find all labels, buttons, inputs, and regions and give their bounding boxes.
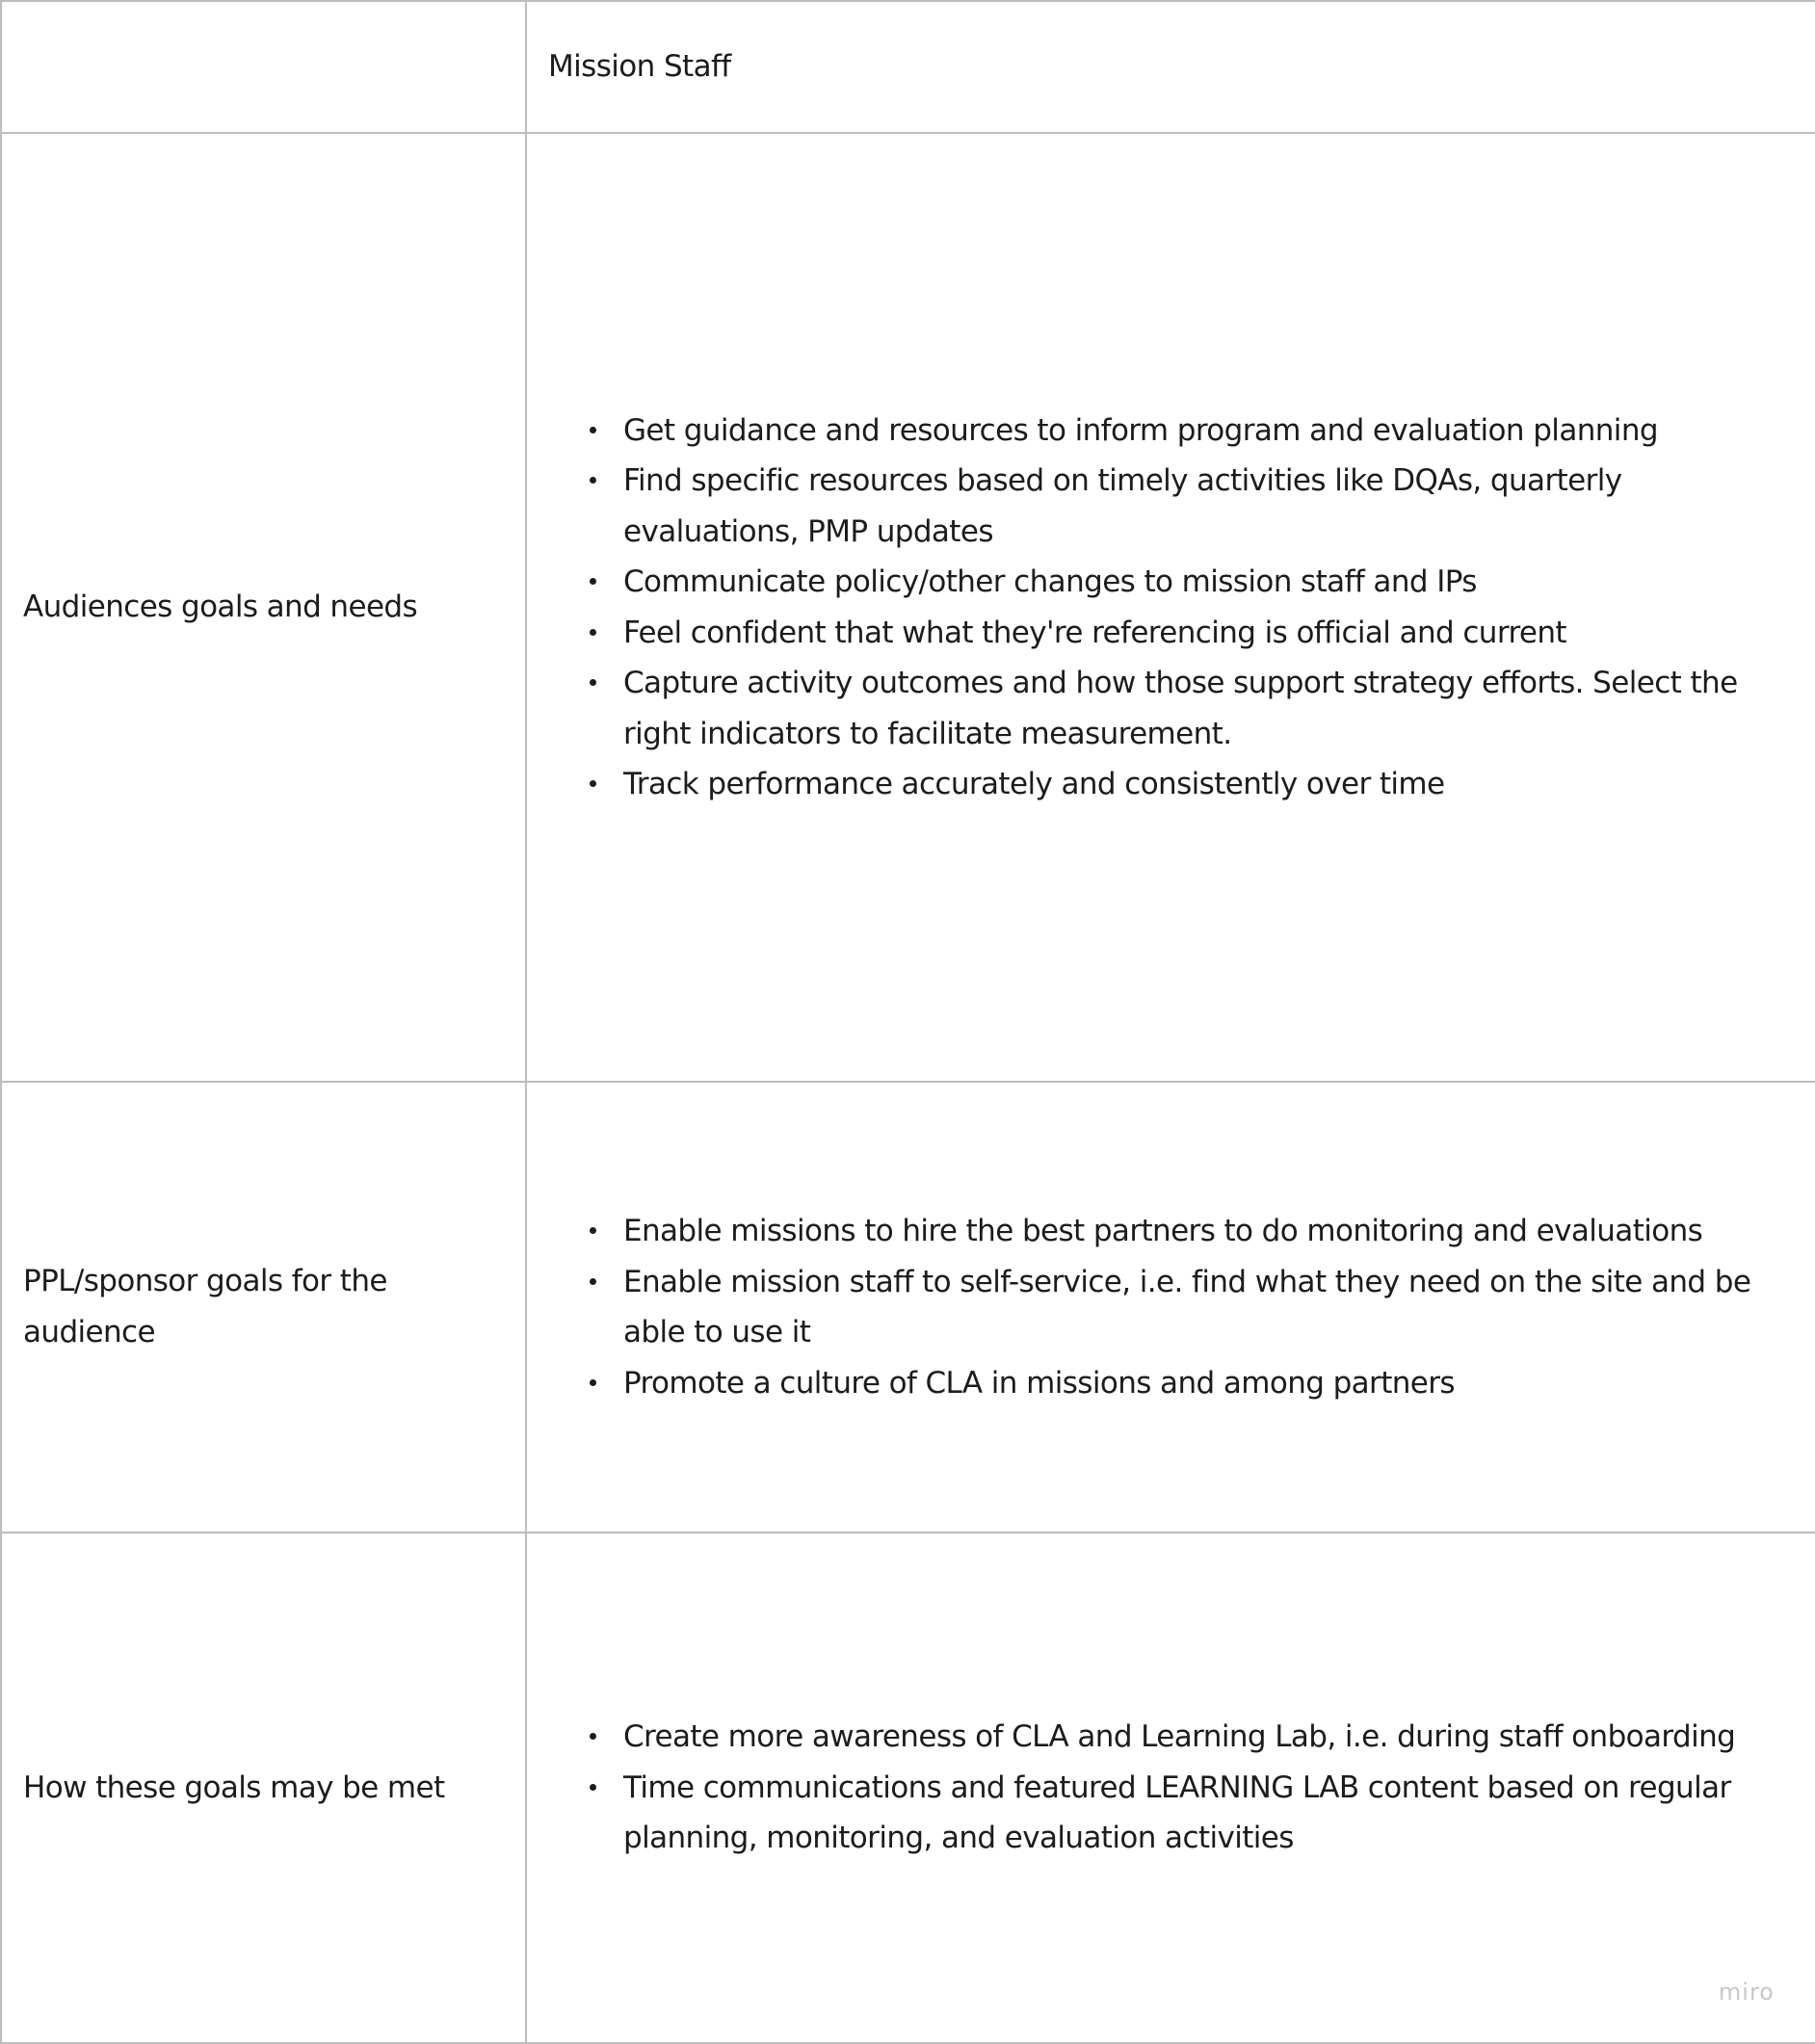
bullet-icon: [590, 578, 596, 585]
column-header-mission-staff: Mission Staff: [548, 49, 731, 84]
bullet-icon: [590, 1227, 596, 1234]
list-item-text: Capture activity outcomes and how those support strategy efforts. Select the right indicators to facilitate measurement.: [623, 666, 1738, 751]
bullet-icon: [590, 1278, 596, 1285]
list-item: [623, 1206, 1798, 1257]
row-label-how-goals-met: How these goals may be met: [23, 1769, 445, 1805]
list-item: [623, 658, 1798, 759]
corner-cell[interactable]: [1, 1, 526, 133]
table-row: [1, 1082, 1815, 1533]
bullet-icon: [590, 780, 596, 787]
list-item-text: Feel confident that what they're referencing is official and current: [623, 615, 1566, 650]
bullet-icon: [590, 629, 596, 636]
list-item: [623, 759, 1798, 810]
bullet-icon: [590, 1733, 596, 1740]
row-content-cell[interactable]: [526, 1533, 1815, 2043]
row-label-cell[interactable]: [1, 1082, 526, 1533]
row-content-cell[interactable]: [526, 133, 1815, 1082]
list-item-text: Get guidance and resources to inform program and evaluation planning: [623, 412, 1658, 448]
bullet-list: [527, 1206, 1815, 1408]
list-item-text: Track performance accurately and consistently over time: [623, 767, 1445, 801]
list-item: [623, 557, 1798, 608]
column-header-cell[interactable]: [526, 1, 1815, 133]
bullet-icon: [590, 477, 596, 484]
list-item-text: Create more awareness of CLA and Learning Lab, i.e. during staff onboarding: [623, 1719, 1736, 1755]
row-label-cell[interactable]: [1, 1533, 526, 2043]
list-item: [623, 1358, 1798, 1409]
table-row: [1, 1533, 1815, 2043]
list-item-text: Find specific resources based on timely activities like DQAs, quarterly evaluations, PMP updates: [623, 463, 1622, 549]
bullet-icon: [590, 1784, 596, 1791]
list-item-text: Promote a culture of CLA in missions and among partners: [623, 1365, 1455, 1401]
bullet-list: [527, 1712, 1815, 1864]
list-item: [623, 1257, 1798, 1358]
row-label-sponsor-goals: PPL/sponsor goals for the audience: [23, 1264, 387, 1350]
row-content-cell[interactable]: [526, 1082, 1815, 1533]
list-item: [623, 456, 1798, 557]
list-item: [623, 406, 1798, 457]
table-row: [1, 133, 1815, 1082]
table-header-row: [1, 1, 1815, 133]
miro-watermark-logo: miro: [1718, 1978, 1775, 2005]
list-item-text: Communicate policy/other changes to mission staff and IPs: [623, 564, 1477, 599]
list-item: [623, 1763, 1798, 1864]
list-item: [623, 608, 1798, 659]
bullet-icon: [590, 1379, 596, 1386]
row-label-cell[interactable]: [1, 133, 526, 1082]
list-item-text: Enable missions to hire the best partners to do monitoring and evaluations: [623, 1214, 1703, 1248]
row-label-audience-goals: Audiences goals and needs: [23, 590, 418, 624]
bullet-icon: [590, 427, 596, 433]
list-item-text: Enable mission staff to self-service, i.e. find what they need on the site and be able to use it: [623, 1264, 1751, 1350]
bullet-list: [527, 406, 1815, 810]
bullet-icon: [590, 679, 596, 686]
list-item-text: Time communications and featured LEARNING LAB content based on regular planning, monitoring, and evaluation activities: [623, 1769, 1731, 1856]
list-item: [623, 1712, 1798, 1763]
